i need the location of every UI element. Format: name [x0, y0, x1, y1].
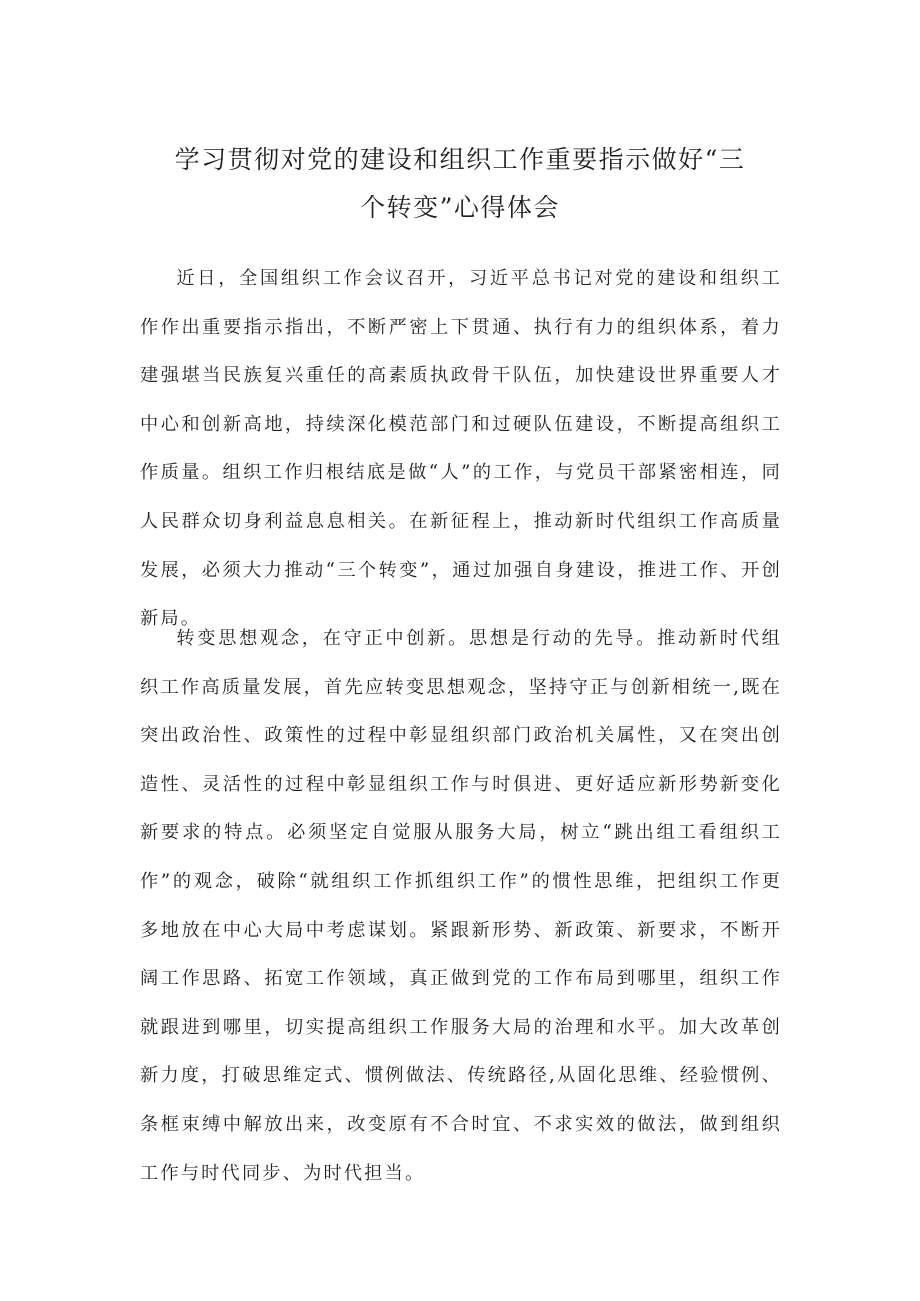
paragraph-transform-thinking: 转变思想观念，在守正中创新。思想是行动的先导。推动新时代组织工作高质量发展，首先应转变思想观念，坚持守正与创新相统一,既在突出政治性、政策性的过程中彰显组织部门政治机关属性，又在突出创造性、灵活性的过程中彰显组织工作与时俱进、更好适应新形势新变化新要求的特点。必须坚定自觉服从服务大局，树立“跳出组工看组织工作”的观念，破除“就组织工作抓组织工作”的惯性思维，把组织工作更多地放在中心大局中考虑谋划。紧跟新形势、新政策、新要求，不断开阔工作思路、拓宽工作领域，真正做到党的工作布局到哪里，组织工作就跟进到哪里，切实提高组织工作服务大局的治理和水平。加大改革创新力度，打破思维定式、惯例做法、传统路径,从固化思维、经验惯例、条框束缚中解放出来，改变原有不合时宜、不求实效的做法，做到组织工作与时代同步、为时代担当。 — [140, 628, 782, 1184]
document-title — [140, 136, 780, 232]
paragraph-intro: 近日，全国组织工作会议召开，习近平总书记对党的建设和组织工作作出重要指示指出，不断严密上下贯通、执行有力的组织体系，着力建强堪当民族复兴重任的高素质执政骨干队伍，加快建设世界重要人才中心和创新高地，持续深化模范部门和过硬队伍建设，不断提高组织工作质量。组织工作归根结底是做“人”的工作，与党员干部紧密相连，同人民群众切身利益息息相关。在新征程上，推动新时代组织工作高质量发展，必须大力推动“三个转变”，通过加强自身建设，推进工作、开创新局。 — [140, 268, 782, 630]
title-line-1: 学习贯彻对党的建设和组织工作重要指示做好“三 — [174, 145, 746, 174]
title-line-2: 个转变”心得体会 — [360, 193, 560, 222]
